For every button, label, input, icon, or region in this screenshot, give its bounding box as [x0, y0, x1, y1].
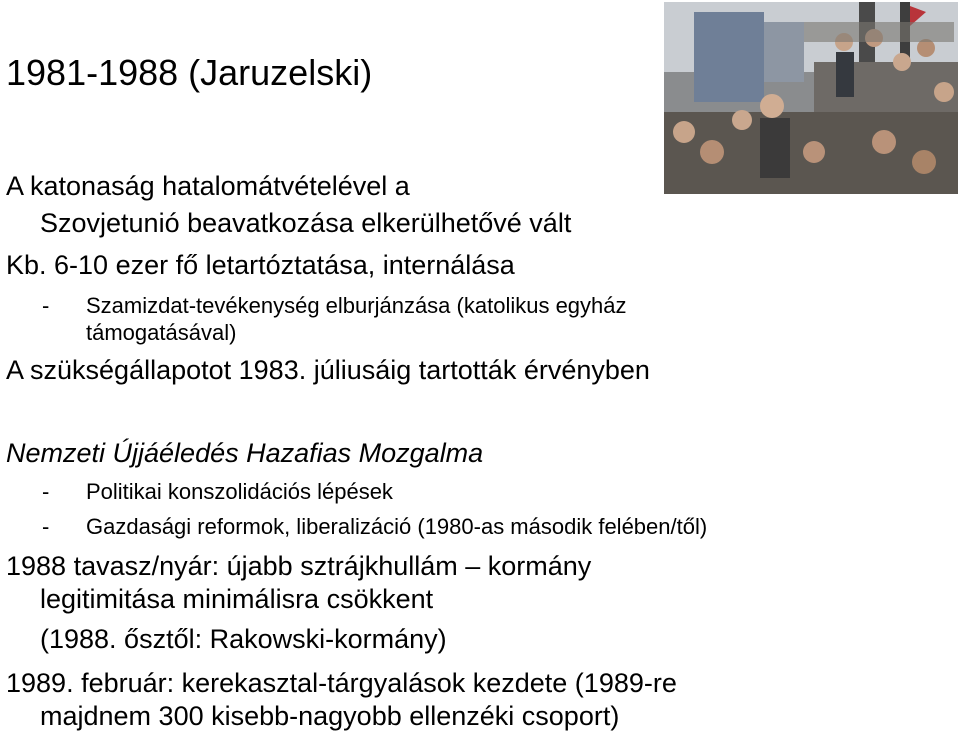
- sub-bullet-consolidation: Politikai konszolidációs lépések: [86, 479, 393, 504]
- bullet-military-takeover-cont: Szovjetunió beavatkozása elkerülhetővé vált: [40, 208, 572, 238]
- bullet-arrests: Kb. 6-10 ezer fő letartóztatása, internálása: [6, 250, 515, 280]
- bullet-military-takeover: A katonaság hatalomátvételével a: [6, 171, 410, 201]
- slide-title: 1981-1988 (Jaruzelski): [6, 52, 373, 93]
- bullet-round-table-cont: majdnem 300 kisebb-nagyobb ellenzéki csoport): [40, 701, 620, 731]
- bullet-state-of-emergency: A szükségállapotot 1983. júliusáig tartották érvényben: [6, 355, 650, 385]
- bullet-round-table: 1989. február: kerekasztal-tárgyalások kezdete (1989-re: [6, 668, 677, 698]
- dash-marker: -: [42, 514, 50, 539]
- dash-marker: -: [42, 479, 50, 504]
- bullet-strike-wave-cont: legitimitása minimálisra csökkent: [40, 584, 434, 614]
- bullet-movement-name: Nemzeti Újjáéledés Hazafias Mozgalma: [6, 438, 484, 468]
- sub-bullet-samizdat: Szamizdat-tevékenység elburjánzása (katolikus egyház: [86, 293, 627, 318]
- dash-marker: -: [42, 293, 50, 318]
- sub-bullet-reforms: Gazdasági reformok, liberalizáció (1980-as második felében/től): [86, 514, 708, 539]
- sub-bullet-samizdat-cont: támogatásával): [86, 320, 237, 345]
- bullet-strike-wave: 1988 tavasz/nyár: újabb sztrájkhullám – kormány: [6, 551, 592, 581]
- bullet-rakowski-government: (1988. ősztől: Rakowski-kormány): [40, 624, 447, 654]
- crowd-photo: [664, 2, 958, 194]
